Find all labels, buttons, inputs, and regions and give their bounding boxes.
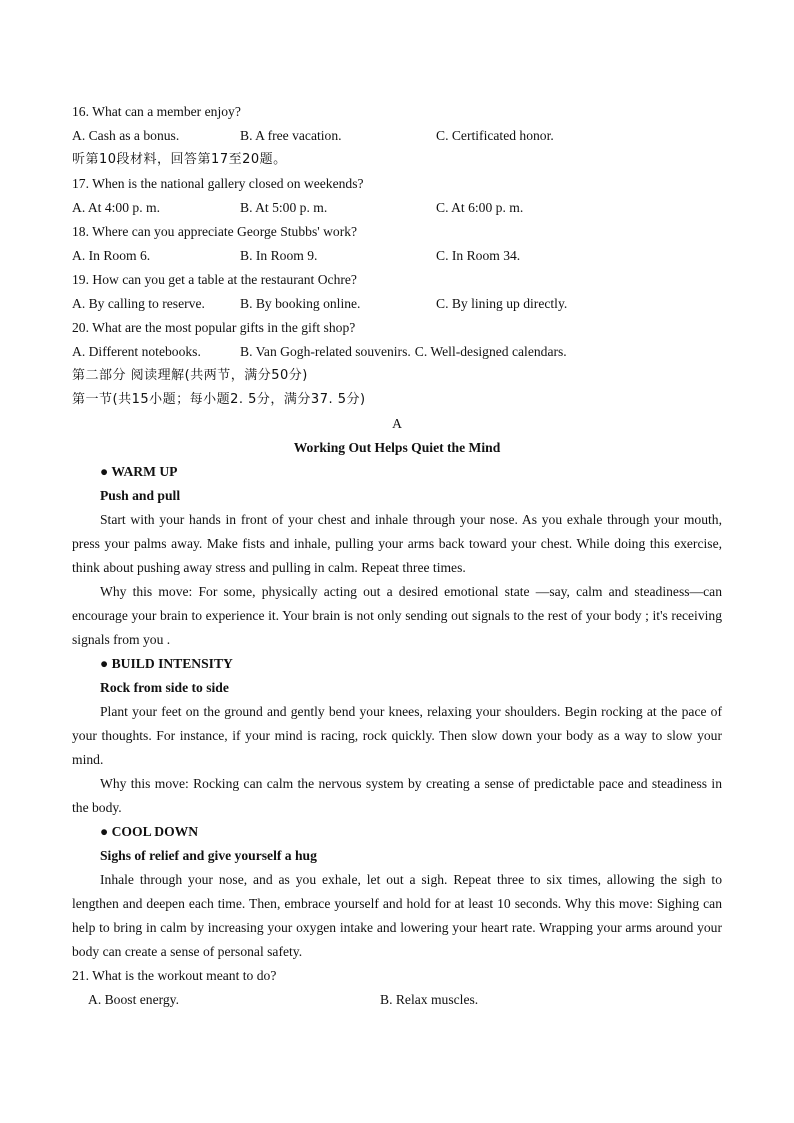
option-c[interactable]: C. In Room 34. bbox=[436, 248, 521, 263]
question-17: 17. When is the national gallery closed on weekends? bbox=[72, 176, 364, 191]
question-16: 16. What can a member enjoy? bbox=[72, 104, 241, 119]
option-a[interactable]: A. Cash as a bonus. bbox=[72, 128, 180, 143]
section-10-instruction: 听第10段材料，回答第17至20题。 bbox=[72, 152, 287, 167]
option-c[interactable]: C. Certificated honor. bbox=[436, 128, 554, 143]
option-c[interactable]: C. Well-designed calendars. bbox=[414, 344, 567, 359]
option-b[interactable]: B. A free vacation. bbox=[240, 128, 342, 143]
option-a[interactable]: A. At 4:00 p. m. bbox=[72, 200, 160, 215]
passage-label: A bbox=[392, 416, 402, 431]
cooldown-subheading: Sighs of relief and give yourself a hug bbox=[100, 848, 317, 863]
option-c[interactable]: C. By lining up directly. bbox=[436, 296, 568, 311]
question-19-options bbox=[72, 292, 722, 316]
intensity-heading: ● BUILD INTENSITY bbox=[100, 656, 233, 671]
warmup-paragraph-1: Start with your hands in front of your chest and inhale through your nose. As you exhale through your mouth, press your palms away. Make fists and inhale, pulling your arms back toward your chest. While doing this exercise, think about pushing away stress and pulling in calm. Repeat three times. bbox=[72, 512, 722, 575]
question-16-options bbox=[72, 124, 722, 148]
intensity-subheading: Rock from side to side bbox=[100, 680, 229, 695]
intensity-paragraph-2: Why this move: Rocking can calm the nervous system by creating a sense of predictable pace and steadiness in the body. bbox=[72, 776, 722, 815]
option-b[interactable]: B. Van Gogh-related souvenirs. bbox=[240, 344, 411, 359]
question-17-options bbox=[72, 196, 722, 220]
cooldown-heading: ● COOL DOWN bbox=[100, 824, 199, 839]
option-b[interactable]: B. At 5:00 p. m. bbox=[240, 200, 328, 215]
question-18-options bbox=[72, 244, 722, 268]
passage-title: Working Out Helps Quiet the Mind bbox=[293, 440, 501, 455]
warmup-paragraph-2: Why this move: For some, physically acting out a desired emotional state —say, calm and steadiness—can encourage your brain to experience it. Your brain is not only sending out signals to the rest of your body ; it's receiving signals from you . bbox=[72, 584, 722, 647]
page-content bbox=[72, 100, 722, 1012]
section-1-heading: 第一节(共15小题；每小题2. 5分，满分37. 5分) bbox=[72, 392, 366, 407]
warmup-subheading: Push and pull bbox=[100, 488, 181, 503]
question-19: 19. How can you get a table at the restaurant Ochre? bbox=[72, 272, 357, 287]
question-18: 18. Where can you appreciate George Stubbs' work? bbox=[72, 224, 358, 239]
warmup-heading: ● WARM UP bbox=[100, 464, 178, 479]
question-20: 20. What are the most popular gifts in the gift shop? bbox=[72, 320, 356, 335]
part-2-heading: 第二部分 阅读理解(共两节，满分50分) bbox=[72, 368, 308, 383]
intensity-paragraph-1: Plant your feet on the ground and gently bend your knees, relaxing your shoulders. Begin rocking at the pace of your thoughts. For instance, if your mind is racing, rock quickly. Then slow down your body as a way to slow your mind. bbox=[72, 704, 722, 767]
question-21: 21. What is the workout meant to do? bbox=[72, 968, 277, 983]
option-a[interactable]: A. Boost energy. bbox=[88, 992, 179, 1007]
option-a[interactable]: A. Different notebooks. bbox=[72, 344, 201, 359]
cooldown-paragraph-1: Inhale through your nose, and as you exhale, let out a sigh. Repeat three to six times, allowing the sigh to lengthen and deepen each time. Then, embrace yourself and hold for at least 10 seconds. Why this move: Sighing can help to bring in calm by increasing your oxygen intake and lowering your heart rate. Wrapping your arms around your body can create a sense of personal safety. bbox=[72, 872, 722, 959]
option-c[interactable]: C. At 6:00 p. m. bbox=[436, 200, 524, 215]
option-b[interactable]: B. Relax muscles. bbox=[380, 992, 479, 1007]
option-a[interactable]: A. By calling to reserve. bbox=[72, 296, 205, 311]
option-b[interactable]: B. By booking online. bbox=[240, 296, 361, 311]
option-b[interactable]: B. In Room 9. bbox=[240, 248, 318, 263]
question-21-options bbox=[72, 988, 722, 1012]
question-20-options bbox=[72, 340, 722, 364]
option-a[interactable]: A. In Room 6. bbox=[72, 248, 151, 263]
